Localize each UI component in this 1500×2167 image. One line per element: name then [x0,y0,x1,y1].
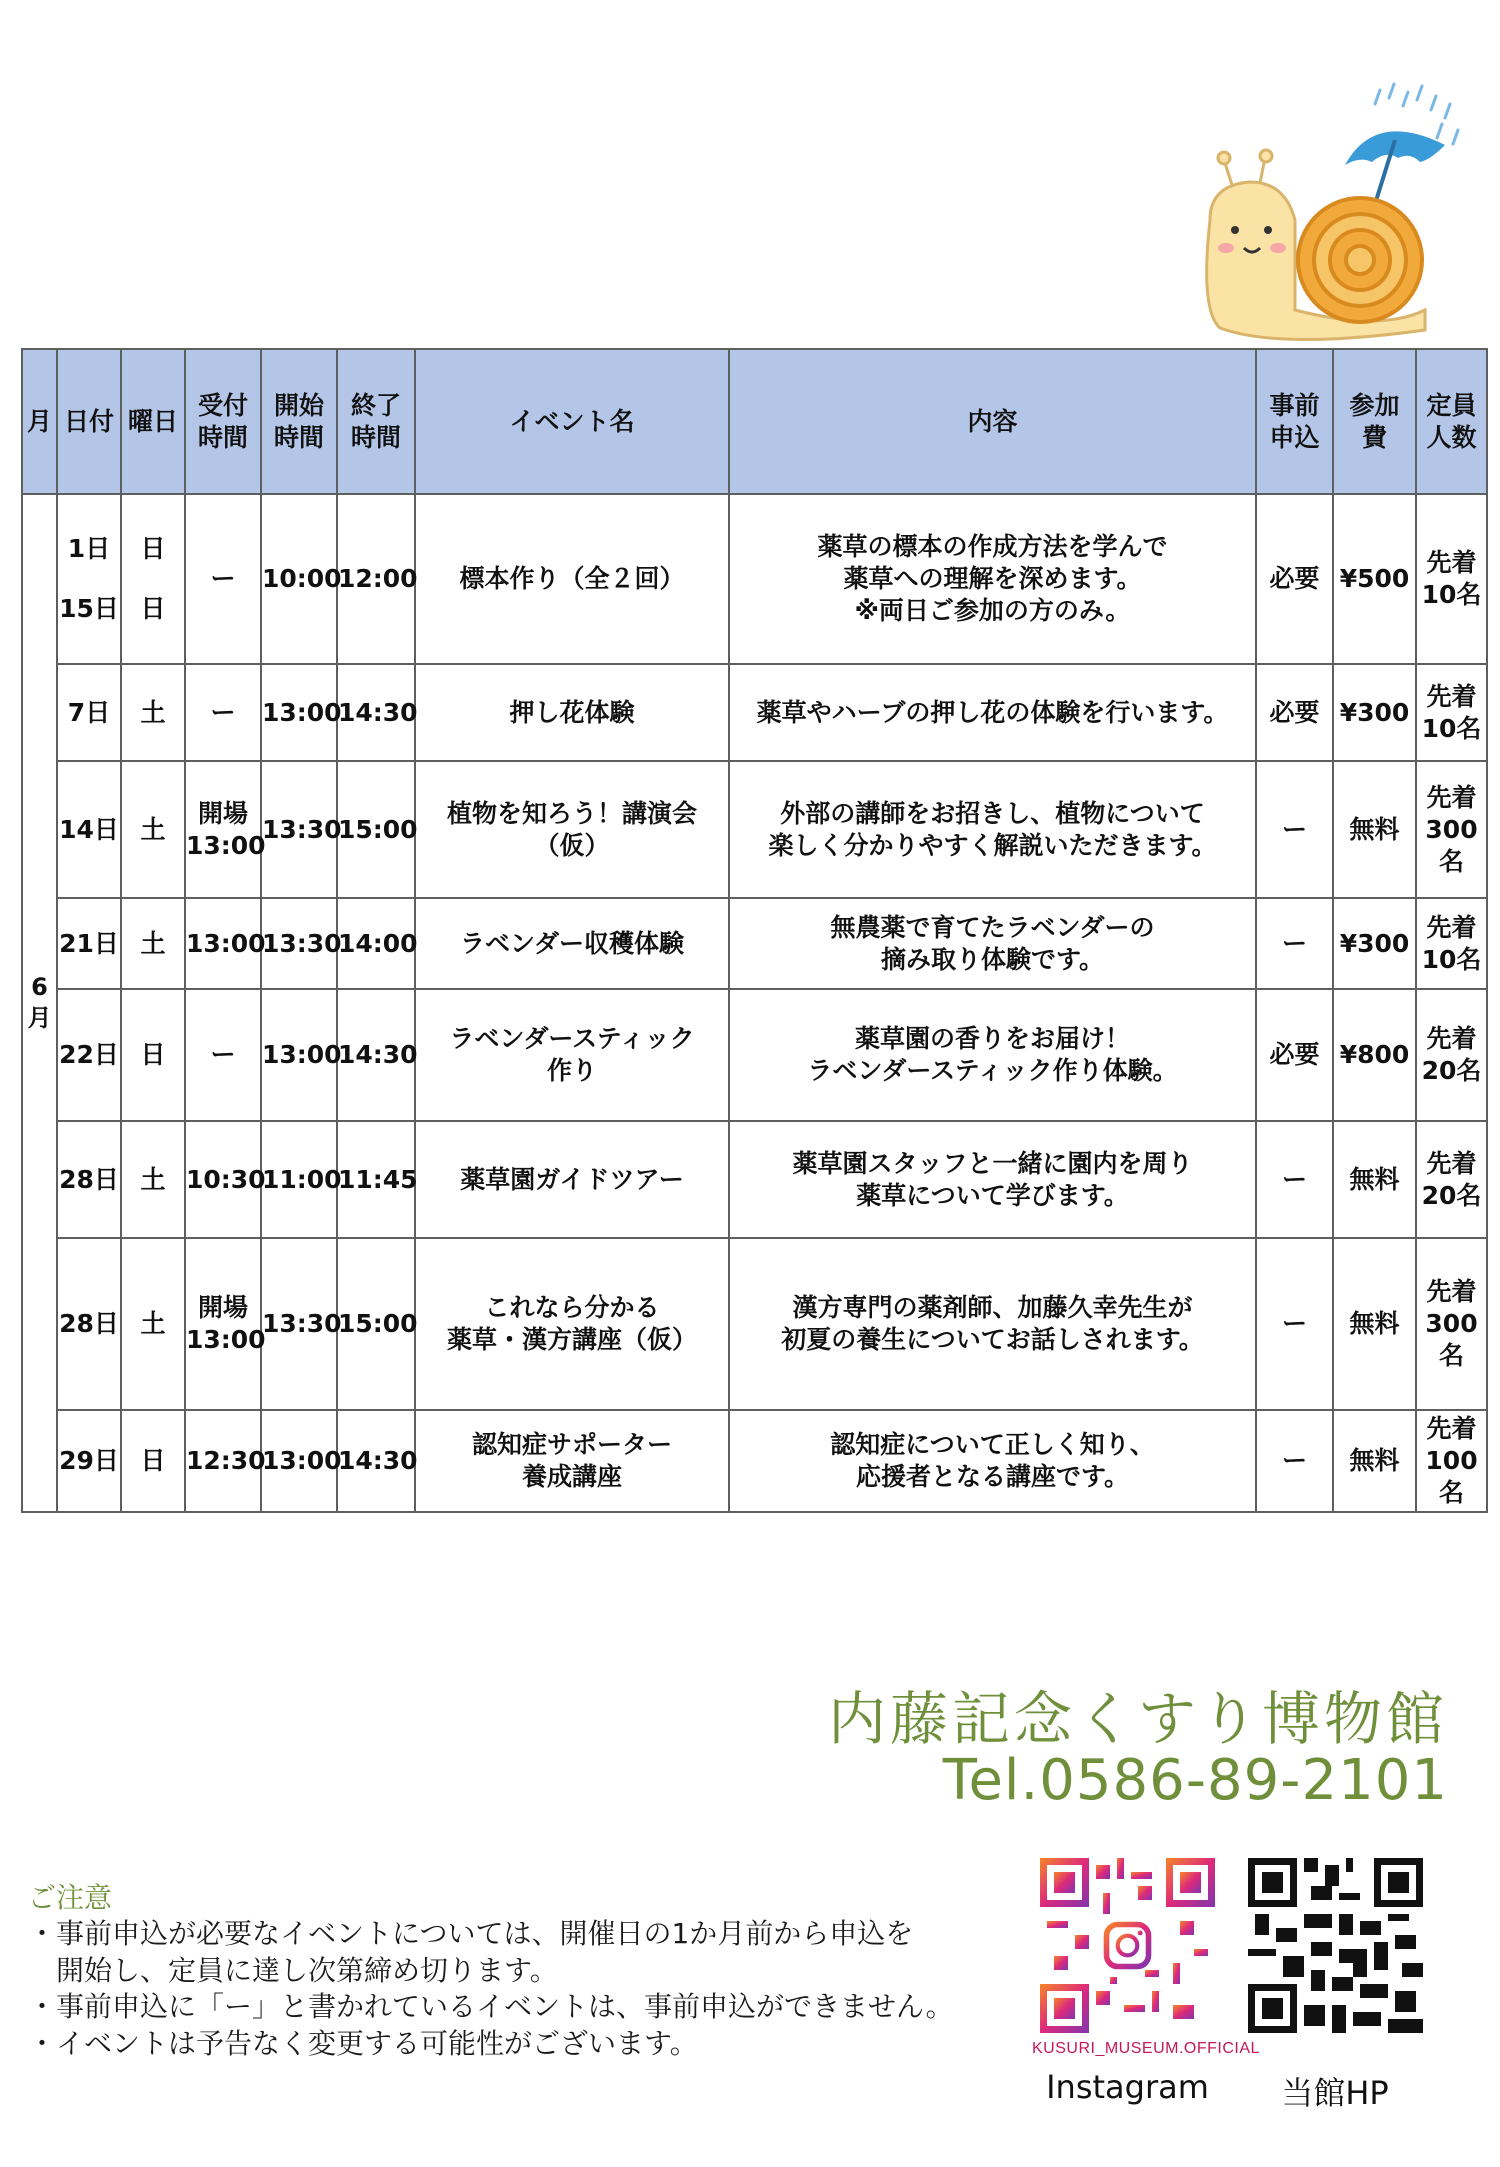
date-cell: 1日 15日 [57,494,121,664]
event-cell: ラベンダースティック 作り [415,989,729,1121]
event-cell: 薬草園ガイドツアー [415,1121,729,1238]
start-cell: 13:30 [261,898,337,989]
header-reception: 受付 時間 [185,349,261,494]
weekday-cell: 日 日 [121,494,185,664]
content-cell: 認知症について正しく知り、 応援者となる講座です。 [729,1410,1256,1512]
table-row [22,494,1487,664]
museum-name: 内藤記念くすり博物館 [827,1685,1448,1753]
event-schedule-table [21,348,1488,1513]
date-cell: 22日 [57,989,121,1121]
content-cell: 漢方専門の薬剤師、加藤久幸先生が 初夏の養生についてお話しされます。 [729,1238,1256,1410]
weekday-cell: 日 [121,989,185,1121]
capacity-cell: 先着 20名 [1416,989,1487,1121]
date-cell: 14日 [57,761,121,898]
reservation-cell: ー [1256,761,1333,898]
end-cell: 14:00 [337,898,415,989]
table-row [22,664,1487,761]
header-reservation: 事前 申込 [1256,349,1333,494]
end-cell: 11:45 [337,1121,415,1238]
reception-cell: 10:30 [185,1121,261,1238]
date-cell: 28日 [57,1121,121,1238]
weekday-cell: 土 [121,664,185,761]
instagram-icon [1107,1925,1149,1967]
fee-cell: ¥300 [1333,664,1416,761]
reception-cell: ー [185,494,261,664]
month-cell: 6 月 [22,494,57,1512]
end-cell: 14:30 [337,1410,415,1512]
header-start: 開始 時間 [261,349,337,494]
instagram-label: Instagram [1046,2068,1209,2106]
instagram-handle: KUSURI_MUSEUM.OFFICIAL [1032,2040,1260,2057]
start-cell: 11:00 [261,1121,337,1238]
header-content: 内容 [729,349,1256,494]
reservation-cell: ー [1256,1121,1333,1238]
reservation-cell: 必要 [1256,989,1333,1121]
event-cell: 植物を知ろう！講演会 （仮） [415,761,729,898]
reception-cell: ー [185,989,261,1121]
capacity-cell: 先着 10名 [1416,664,1487,761]
reception-cell: 12:30 [185,1410,261,1512]
event-cell: 押し花体験 [415,664,729,761]
date-cell: 21日 [57,898,121,989]
end-cell: 12:00 [337,494,415,664]
note-item: ・イベントは予告なく変更する可能性がございます。 [28,2026,698,2060]
start-cell: 13:00 [261,1410,337,1512]
content-cell: 外部の講師をお招きし、植物について 楽しく分かりやすく解説いただきます。 [729,761,1256,898]
header-event: イベント名 [415,349,729,494]
header-weekday: 曜日 [121,349,185,494]
reservation-cell: ー [1256,1238,1333,1410]
table-row [22,761,1487,898]
content-cell: 薬草やハーブの押し花の体験を行います。 [729,664,1256,761]
snail-umbrella-illustration [1180,70,1480,350]
end-cell: 14:30 [337,664,415,761]
header-row [22,349,1487,494]
header-fee: 参加 費 [1333,349,1416,494]
fee-cell: ¥500 [1333,494,1416,664]
weekday-cell: 土 [121,898,185,989]
fee-cell: 無料 [1333,1410,1416,1512]
start-cell: 13:30 [261,761,337,898]
event-cell: これなら分かる 薬草・漢方講座（仮） [415,1238,729,1410]
end-cell: 14:30 [337,989,415,1121]
reservation-cell: 必要 [1256,664,1333,761]
reservation-cell: ー [1256,1410,1333,1512]
content-cell: 薬草園の香りをお届け！ ラベンダースティック作り体験。 [729,989,1256,1121]
reception-cell: 開場 13:00 [185,1238,261,1410]
date-cell: 29日 [57,1410,121,1512]
weekday-cell: 土 [121,1121,185,1238]
weekday-cell: 土 [121,1238,185,1410]
content-cell: 薬草園スタッフと一緒に園内を周り 薬草について学びます。 [729,1121,1256,1238]
event-cell: 標本作り（全２回） [415,494,729,664]
content-cell: 薬草の標本の作成方法を学んで 薬草への理解を深めます。 ※両日ご参加の方のみ。 [729,494,1256,664]
capacity-cell: 先着 100名 [1416,1410,1487,1512]
homepage-qr-code[interactable] [1248,1858,1423,2033]
reception-cell: ー [185,664,261,761]
reservation-cell: ー [1256,898,1333,989]
weekday-cell: 日 [121,1410,185,1512]
start-cell: 13:00 [261,989,337,1121]
homepage-label: 当館HP [1281,2074,1389,2112]
museum-phone: Tel.0586-89-2101 [942,1748,1448,1813]
header-capacity: 定員 人数 [1416,349,1487,494]
fee-cell: ¥800 [1333,989,1416,1121]
event-cell: 認知症サポーター 養成講座 [415,1410,729,1512]
fee-cell: 無料 [1333,761,1416,898]
snail-icon [1207,150,1425,340]
end-cell: 15:00 [337,1238,415,1410]
instagram-qr-code[interactable] [1040,1858,1215,2033]
start-cell: 13:30 [261,1238,337,1410]
header-end: 終了 時間 [337,349,415,494]
note-item: ・事前申込が必要なイベントについては、開催日の1か月前から申込を [28,1917,914,1951]
table-row [22,898,1487,989]
header-date: 日付 [57,349,121,494]
fee-cell: ¥300 [1333,898,1416,989]
weekday-cell: 土 [121,761,185,898]
table-row [22,1121,1487,1238]
date-cell: 7日 [57,664,121,761]
notes-section [28,1880,1028,2062]
capacity-cell: 先着 10名 [1416,494,1487,664]
capacity-cell: 先着 10名 [1416,898,1487,989]
fee-cell: 無料 [1333,1121,1416,1238]
table-row [22,1410,1487,1512]
reception-cell: 開場 13:00 [185,761,261,898]
start-cell: 10:00 [261,494,337,664]
notes-title: ご注意 [28,1881,113,1914]
capacity-cell: 先着 300名 [1416,761,1487,898]
reservation-cell: 必要 [1256,494,1333,664]
end-cell: 15:00 [337,761,415,898]
event-cell: ラベンダー収穫体験 [415,898,729,989]
start-cell: 13:00 [261,664,337,761]
table-row [22,989,1487,1121]
reception-cell: 13:00 [185,898,261,989]
date-cell: 28日 [57,1238,121,1410]
header-month: 月 [22,349,57,494]
note-item: ・事前申込に「ー」と書かれているイベントは、事前申込ができません。 [28,1990,954,2024]
note-item-continued: 開始し、定員に達し次第締め切ります。 [56,1953,558,1987]
capacity-cell: 先着 20名 [1416,1121,1487,1238]
capacity-cell: 先着 300名 [1416,1238,1487,1410]
content-cell: 無農薬で育てたラベンダーの 摘み取り体験です。 [729,898,1256,989]
table-row [22,1238,1487,1410]
fee-cell: 無料 [1333,1238,1416,1410]
